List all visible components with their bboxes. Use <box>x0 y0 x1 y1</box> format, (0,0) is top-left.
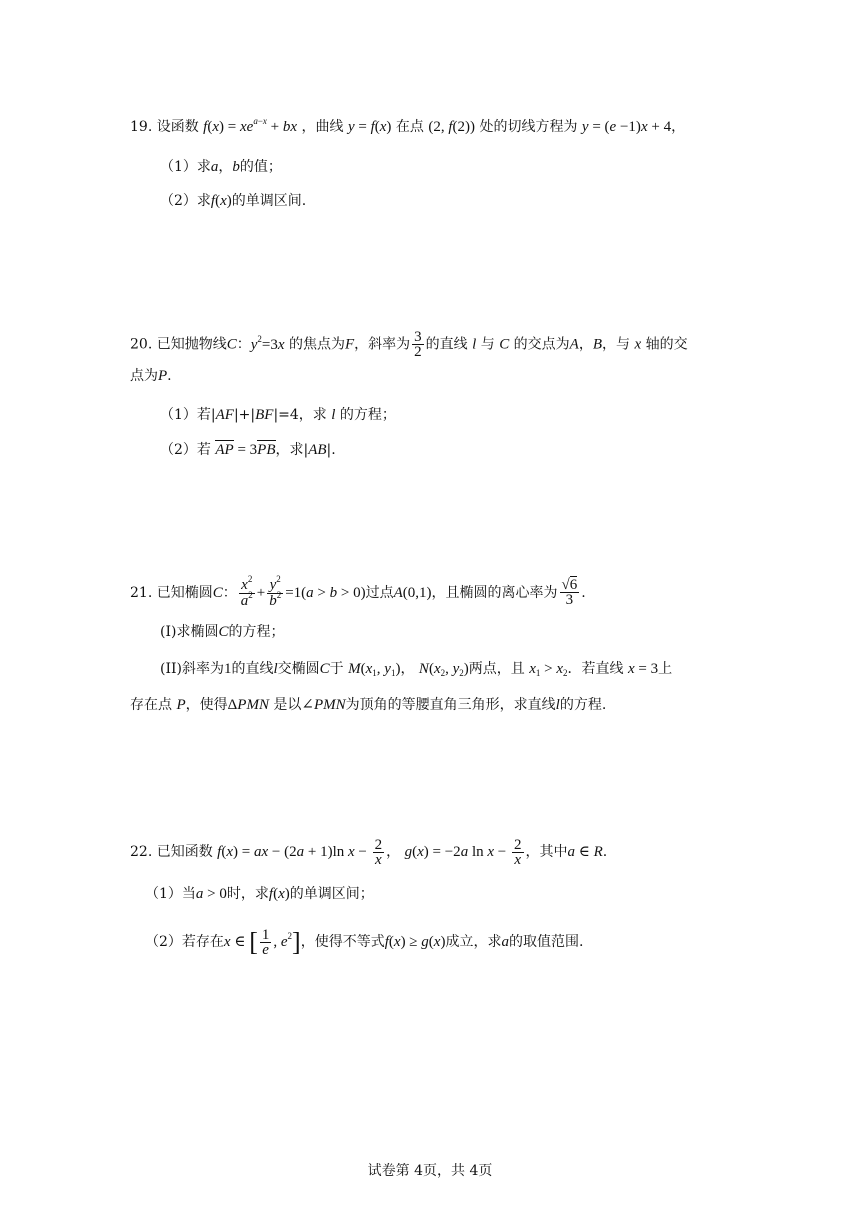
q20-part1: （1）若|AF|+|BF|=4，求 l 的方程； <box>160 407 396 423</box>
q19-part2: （2）求f(x)的单调区间. <box>160 193 307 209</box>
q19-stem: 19. 设函数 $f(x) = xe^{a-x}$ + bx ，曲线 y = f(x) 在点 (2, f(2)) 处的切线方程为 y = (e −1)x + 4， <box>130 116 686 135</box>
q21-number: 21. <box>130 584 153 601</box>
q21-ellipse-formula: $\frac{x^2}{a^2}$ + $\frac{y^2}{b^2}$ =1(a > b > 0) <box>240 574 366 609</box>
q20-part2: （2）若 AP = 3PB，求|AB|. <box>160 442 336 458</box>
q20-parabola-formula: $y^2=3x$ <box>250 333 285 353</box>
q19-part1: （1）求a，b的值； <box>160 159 282 175</box>
q19-number: 19. <box>130 119 153 135</box>
q21-point-m: $M(x_1$, $y_1$) <box>348 661 401 678</box>
q19-tangent-formula: y = (e −1)x + 4 <box>581 119 672 135</box>
q20-stem-cont: 点为P. <box>130 368 172 384</box>
q22-part1: （1）当a > 0时，求f(x)的单调区间； <box>145 886 374 902</box>
q20-number: 20. <box>130 336 153 353</box>
q21-eccentricity: $\frac{√6}{3}$ <box>561 577 578 609</box>
q22-interval: x ∈ [ $\frac{1}{e}$ , $e^2$] <box>223 927 301 958</box>
q20-slope-fraction: $\frac{3}{2}$ <box>414 329 422 360</box>
q19-point-formula: (2, f(2)) <box>428 119 475 135</box>
q20-stem: 20. 已知抛物线C：$y^2=3x$ 的焦点为F，斜率为 $\frac{3}{2}$ 的直线 l 与 C 的交点为A，B，与 x 轴的交 <box>130 329 688 360</box>
q22-number: 22. <box>130 843 153 860</box>
q22-f-formula: f(x) = ax − (2a + 1)ln x − $\frac{2}{x}$ <box>217 837 383 868</box>
q21-point-formula: A(0,1) <box>393 584 432 601</box>
q21-part1: (I)求椭圆C的方程； <box>160 624 285 640</box>
q21-point-n: $N(x_2$, $y_2$) <box>418 661 469 678</box>
q22-g-formula: g(x) = −2a ln x − $\frac{2}{x}$ <box>404 837 522 868</box>
q21-part2: (II)斜率为1的直线l交椭圆C于 $M(x_1$, $y_1$)， $N(x_2$, $y_2$)两点，且 $x_1 > x_2$．若直线 x = 3上 <box>160 661 673 678</box>
q21-part2-cont: 存在点 P，使得ΔPMN 是以∠PMN为顶角的等腰直角三角形，求直线l的方程. <box>130 697 607 713</box>
q20-vector-formula: AP = 3PB <box>215 442 276 458</box>
page-footer: 试卷第 4页，共 4页 <box>367 1163 493 1179</box>
q22-stem: 22. 已知函数 f(x) = ax − (2a + 1)ln x − $\frac{2}{x}$ ， g(x) = −2a ln x − $\frac{2}{x}$ ，其中a ∈ R. <box>130 837 608 868</box>
q22-part2: （2）若存在x ∈ [ $\frac{1}{e}$ , $e^2$]，使得不等式f(x) ≥ g(x)成立，求a的取值范围. <box>145 927 584 958</box>
q19-function-formula: $f(x) = xe^{a-x}$ + bx <box>203 116 298 135</box>
q21-stem: 21. 已知椭圆C： $\frac{x^2}{a^2}$ + $\frac{y^2}{b^2}$ =1(a > b > 0)过点A(0,1)，且椭圆的离心率为 $\frac{√6}{3}$ . <box>130 574 586 609</box>
q19-curve-formula: y = f(x) <box>347 119 392 135</box>
